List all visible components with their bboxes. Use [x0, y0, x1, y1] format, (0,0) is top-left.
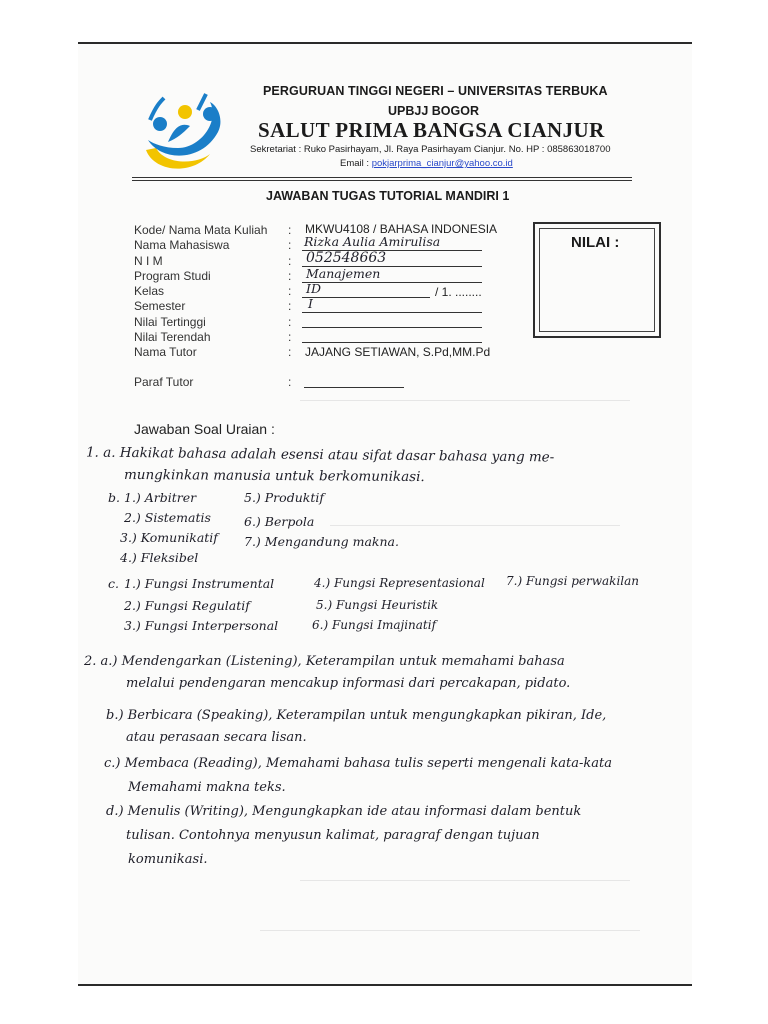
answer-1b-item-1: 1.) Arbitrer — [124, 490, 197, 505]
answer-1b-item-2: 2.) Sistematis — [124, 510, 211, 525]
email-link[interactable]: pokjarprima_cianjur@yahoo.co.id — [371, 158, 513, 169]
header-rule-top — [132, 177, 632, 178]
answer-1a-line-2: mungkinkan manusia untuk berkomunikasi. — [123, 466, 425, 486]
answer-2d-line-1: d.) Menulis (Writing), Mengungkapkan ide atau informasi dalam bentuk — [106, 804, 582, 819]
label-course: Kode/ Nama Mata Kuliah — [134, 223, 268, 237]
document-title: JAWABAN TUGAS TUTORIAL MANDIRI 1 — [266, 189, 510, 203]
underline-semester — [302, 312, 482, 313]
colon: : — [288, 238, 292, 252]
bleed-through — [330, 525, 620, 526]
center-name: SALUT PRIMA BANGSA CIANJUR — [258, 118, 605, 142]
answer-1c-item-6: 6.) Fungsi Imajinatif — [312, 618, 437, 632]
colon: : — [288, 254, 292, 268]
value-class: ID — [306, 281, 321, 296]
institution-logo — [140, 92, 232, 172]
answer-1b-item-3: 3.) Komunikatif — [120, 530, 218, 545]
email-label: Email : — [340, 158, 372, 169]
colon: : — [288, 375, 292, 389]
answer-2d-line-2: tulisan. Contohnya menyusun kalimat, paragraf dengan tujuan — [126, 828, 540, 843]
underline-tutor-signature — [304, 387, 404, 388]
label-class: Kelas — [134, 284, 165, 298]
label-tutor-name: Nama Tutor — [134, 345, 197, 359]
colon: : — [288, 223, 292, 237]
colon: : — [288, 299, 292, 313]
colon: : — [288, 269, 292, 283]
bleed-through — [260, 930, 640, 931]
answer-1c-item-4: 4.) Fungsi Representasional — [314, 576, 485, 590]
answer-2b-line-2: atau perasaan secara lisan. — [126, 730, 307, 745]
label-lowest-score: Nilai Terendah — [134, 330, 211, 344]
answer-1b-label: b. — [108, 490, 120, 505]
label-tutor-signature: Paraf Tutor — [134, 375, 194, 389]
score-label: NILAI : — [571, 234, 620, 251]
header-rule-bottom — [132, 180, 632, 181]
value-course: MKWU4108 / BAHASA INDONESIA — [305, 222, 498, 236]
answer-1c-item-7: 7.) Fungsi perwakilan — [506, 574, 639, 588]
underline-highest-score — [302, 327, 482, 328]
bleed-through — [300, 400, 630, 401]
answer-1c-item-5: 5.) Fungsi Heuristik — [316, 598, 439, 612]
answer-1c-item-3: 3.) Fungsi Interpersonal — [124, 618, 279, 633]
label-student-name: Nama Mahasiswa — [134, 238, 230, 252]
label-semester: Semester — [134, 299, 186, 313]
underline-lowest-score — [302, 342, 482, 343]
underline-program — [302, 282, 482, 283]
answer-2c-line-2: Memahami makna teks. — [128, 780, 286, 795]
address: Sekretariat : Ruko Pasirhayam, Jl. Raya Pasirhayam Cianjur. No. HP : 085863018700 — [250, 144, 611, 155]
value-student-name: Rizka Aulia Amirulisa — [304, 234, 441, 249]
score-box — [533, 222, 661, 338]
label-highest-score: Nilai Tertinggi — [134, 315, 206, 329]
value-program: Manajemen — [306, 266, 381, 281]
email-line — [340, 158, 513, 169]
class-suffix: / 1. ........ — [435, 285, 482, 299]
value-semester: I — [308, 296, 313, 311]
institution-name: PERGURUAN TINGGI NEGERI – UNIVERSITAS TERBUKA — [263, 84, 608, 98]
colon: : — [288, 330, 292, 344]
unit-name: UPBJJ BOGOR — [388, 104, 479, 118]
answer-2c-line-1: c.) Membaca (Reading), Memahami bahasa tulis seperti mengenali kata-kata — [104, 756, 612, 771]
answers-heading: Jawaban Soal Uraian : — [134, 421, 275, 437]
answer-2d-line-3: komunikasi. — [128, 852, 208, 867]
bleed-through — [300, 880, 630, 881]
answer-2a-line-1: 2. a.) Mendengarkan (Listening), Keterampilan untuk memahami bahasa — [84, 654, 565, 669]
colon: : — [288, 284, 292, 298]
answer-1b-item-7: 7.) Mengandung makna. — [244, 534, 399, 549]
value-tutor-name: JAJANG SETIAWAN, S.Pd,MM.Pd — [305, 345, 491, 359]
answer-1c-item-2: 2.) Fungsi Regulatif — [124, 598, 250, 613]
answer-1b-item-5: 5.) Produktif — [244, 490, 324, 505]
answer-1c-label: c. — [108, 576, 119, 591]
answer-1a-line-1: 1. a. Hakikat bahasa adalah esensi atau sifat dasar bahasa yang me- — [85, 444, 555, 466]
answer-2b-line-1: b.) Berbicara (Speaking), Keterampilan untuk mengungkapkan pikiran, Ide, — [106, 708, 607, 723]
value-nim: 052548663 — [306, 250, 387, 266]
answer-2a-line-2: melalui pendengaran mencakup informasi dari percakapan, pidato. — [126, 676, 571, 691]
answer-1b-item-4: 4.) Fleksibel — [120, 550, 199, 565]
label-program: Program Studi — [134, 269, 211, 283]
colon: : — [288, 315, 292, 329]
label-nim: N I M — [134, 254, 163, 268]
answer-1b-item-6: 6.) Berpola — [244, 514, 315, 529]
colon: : — [288, 345, 292, 359]
underline-class — [302, 297, 430, 298]
answer-1c-item-1: 1.) Fungsi Instrumental — [124, 576, 275, 591]
